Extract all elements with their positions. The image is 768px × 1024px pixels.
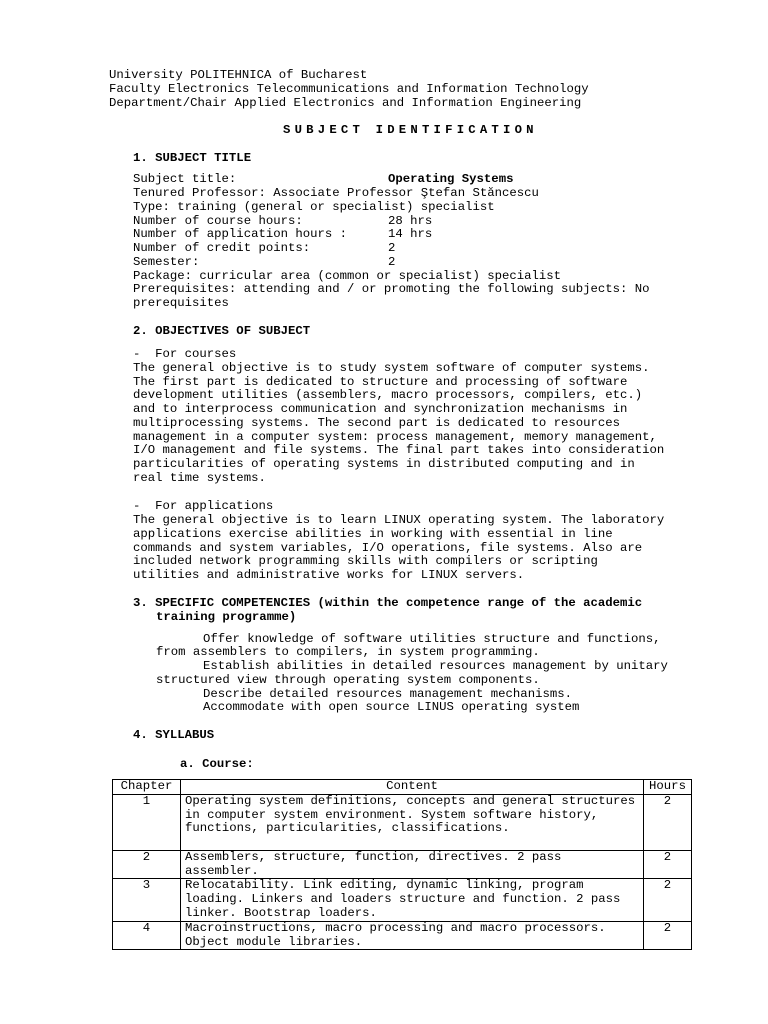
content-cell: Operating system definitions, concepts and general structures in computer system environment. System software history, functions, particularities, classifications. <box>181 794 644 850</box>
department-line: Department/Chair Applied Electronics and Information Engineering <box>109 96 582 110</box>
applications-text-4: included network programming skills with compilers or scripting <box>133 554 598 568</box>
course-hours-label: Number of course hours: <box>133 214 303 228</box>
tenured-professor: Tenured Professor: Associate Professor Ştefan Stăncescu <box>133 186 539 200</box>
competency-2a: Establish abilities in detailed resources management by unitary <box>203 659 668 673</box>
faculty-line: Faculty Electronics Telecommunications and Information Technology <box>109 82 589 96</box>
courses-subheading: - For courses <box>133 347 237 361</box>
table-header-row <box>113 780 692 795</box>
subject-title-value: Operating Systems <box>388 172 514 186</box>
chapter-cell: 2 <box>113 850 181 879</box>
competency-1b: from assemblers to compilers, in system programming. <box>156 645 540 659</box>
table-row <box>113 794 692 850</box>
table-row <box>113 921 692 950</box>
section-3-heading: 3. SPECIFIC COMPETENCIES (within the competence range of the academic <box>133 596 643 610</box>
content-cell: Assemblers, structure, function, directives. 2 pass assembler. <box>181 850 644 879</box>
competency-4: Accommodate with open source LINUS operating system <box>203 700 580 714</box>
applications-text-2: applications exercise abilities in working with essential in line <box>133 527 613 541</box>
semester-value: 2 <box>388 255 396 269</box>
applications-subheading: - For applications <box>133 499 274 513</box>
prerequisites-line-2: prerequisites <box>133 296 229 310</box>
competency-1a: Offer knowledge of software utilities structure and functions, <box>203 632 661 646</box>
content-cell: Macroinstructions, macro processing and macro processors. Object module libraries. <box>181 921 644 950</box>
section-3-heading-2: training programme) <box>156 610 297 624</box>
applications-text-3: commands and system variables, I/O operations, file systems. Also are <box>133 541 643 555</box>
application-hours-label: Number of application hours : <box>133 227 348 241</box>
prerequisites-line: Prerequisites: attending and / or promoting the following subjects: No <box>133 282 650 296</box>
content-cell: Relocatability. Link editing, dynamic linking, program loading. Linkers and loaders structure and function. 2 pass linker. Bootstrap loaders. <box>181 879 644 921</box>
courses-text-8: particularities of operating systems in distributed computing and in <box>133 457 635 471</box>
competency-2b: structured view through operating system components. <box>156 673 540 687</box>
courses-text-1: The general objective is to study system software of computer systems. <box>133 361 650 375</box>
chapter-cell: 4 <box>113 921 181 950</box>
credit-points-label: Number of credit points: <box>133 241 311 255</box>
hours-cell: 2 <box>644 879 692 921</box>
subject-type: Type: training (general or specialist) specialist <box>133 200 495 214</box>
courses-text-9: real time systems. <box>133 471 266 485</box>
credit-points-value: 2 <box>388 241 396 255</box>
hours-cell: 2 <box>644 794 692 850</box>
column-header-hours: Hours <box>644 780 692 795</box>
hours-cell: 2 <box>644 850 692 879</box>
column-header-chapter: Chapter <box>113 780 181 795</box>
package-line: Package: curricular area (common or specialist) specialist <box>133 269 562 283</box>
courses-text-5: multiprocessing systems. The second part is dedicated to resources <box>133 416 621 430</box>
section-4-heading: 4. SYLLABUS <box>133 728 215 742</box>
competency-3: Describe detailed resources management mechanisms. <box>203 687 572 701</box>
course-table <box>112 779 692 950</box>
course-hours-value: 28 hrs <box>388 214 433 228</box>
applications-text-5: utilities and administrative works for LINUX servers. <box>133 568 525 582</box>
section-2-heading: 2. OBJECTIVES OF SUBJECT <box>133 324 311 338</box>
course-subheading: a. Course: <box>180 757 254 771</box>
hours-cell: 2 <box>644 921 692 950</box>
courses-text-2: The first part is dedicated to structure and processing of software <box>133 375 628 389</box>
university-line: University POLITEHNICA of Bucharest <box>109 68 368 82</box>
table-row <box>113 850 692 879</box>
column-header-content: Content <box>181 780 644 795</box>
semester-label: Semester: <box>133 255 200 269</box>
section-1-heading: 1. SUBJECT TITLE <box>133 151 252 165</box>
chapter-cell: 1 <box>113 794 181 850</box>
courses-text-7: I/O management and file systems. The final part takes into consideration <box>133 443 665 457</box>
courses-text-6: management in a computer system: process management, memory management, <box>133 430 657 444</box>
courses-text-4: and to interprocess communication and synchronization mechanisms in <box>133 402 628 416</box>
subject-title-label: Subject title: <box>133 172 237 186</box>
applications-text-1: The general objective is to learn LINUX operating system. The laboratory <box>133 513 665 527</box>
table-row <box>113 879 692 921</box>
courses-text-3: development utilities (assemblers, macro processors, compilers, etc.) <box>133 388 643 402</box>
document-title: SUBJECT IDENTIFICATION <box>283 123 538 137</box>
chapter-cell: 3 <box>113 879 181 921</box>
application-hours-value: 14 hrs <box>388 227 433 241</box>
